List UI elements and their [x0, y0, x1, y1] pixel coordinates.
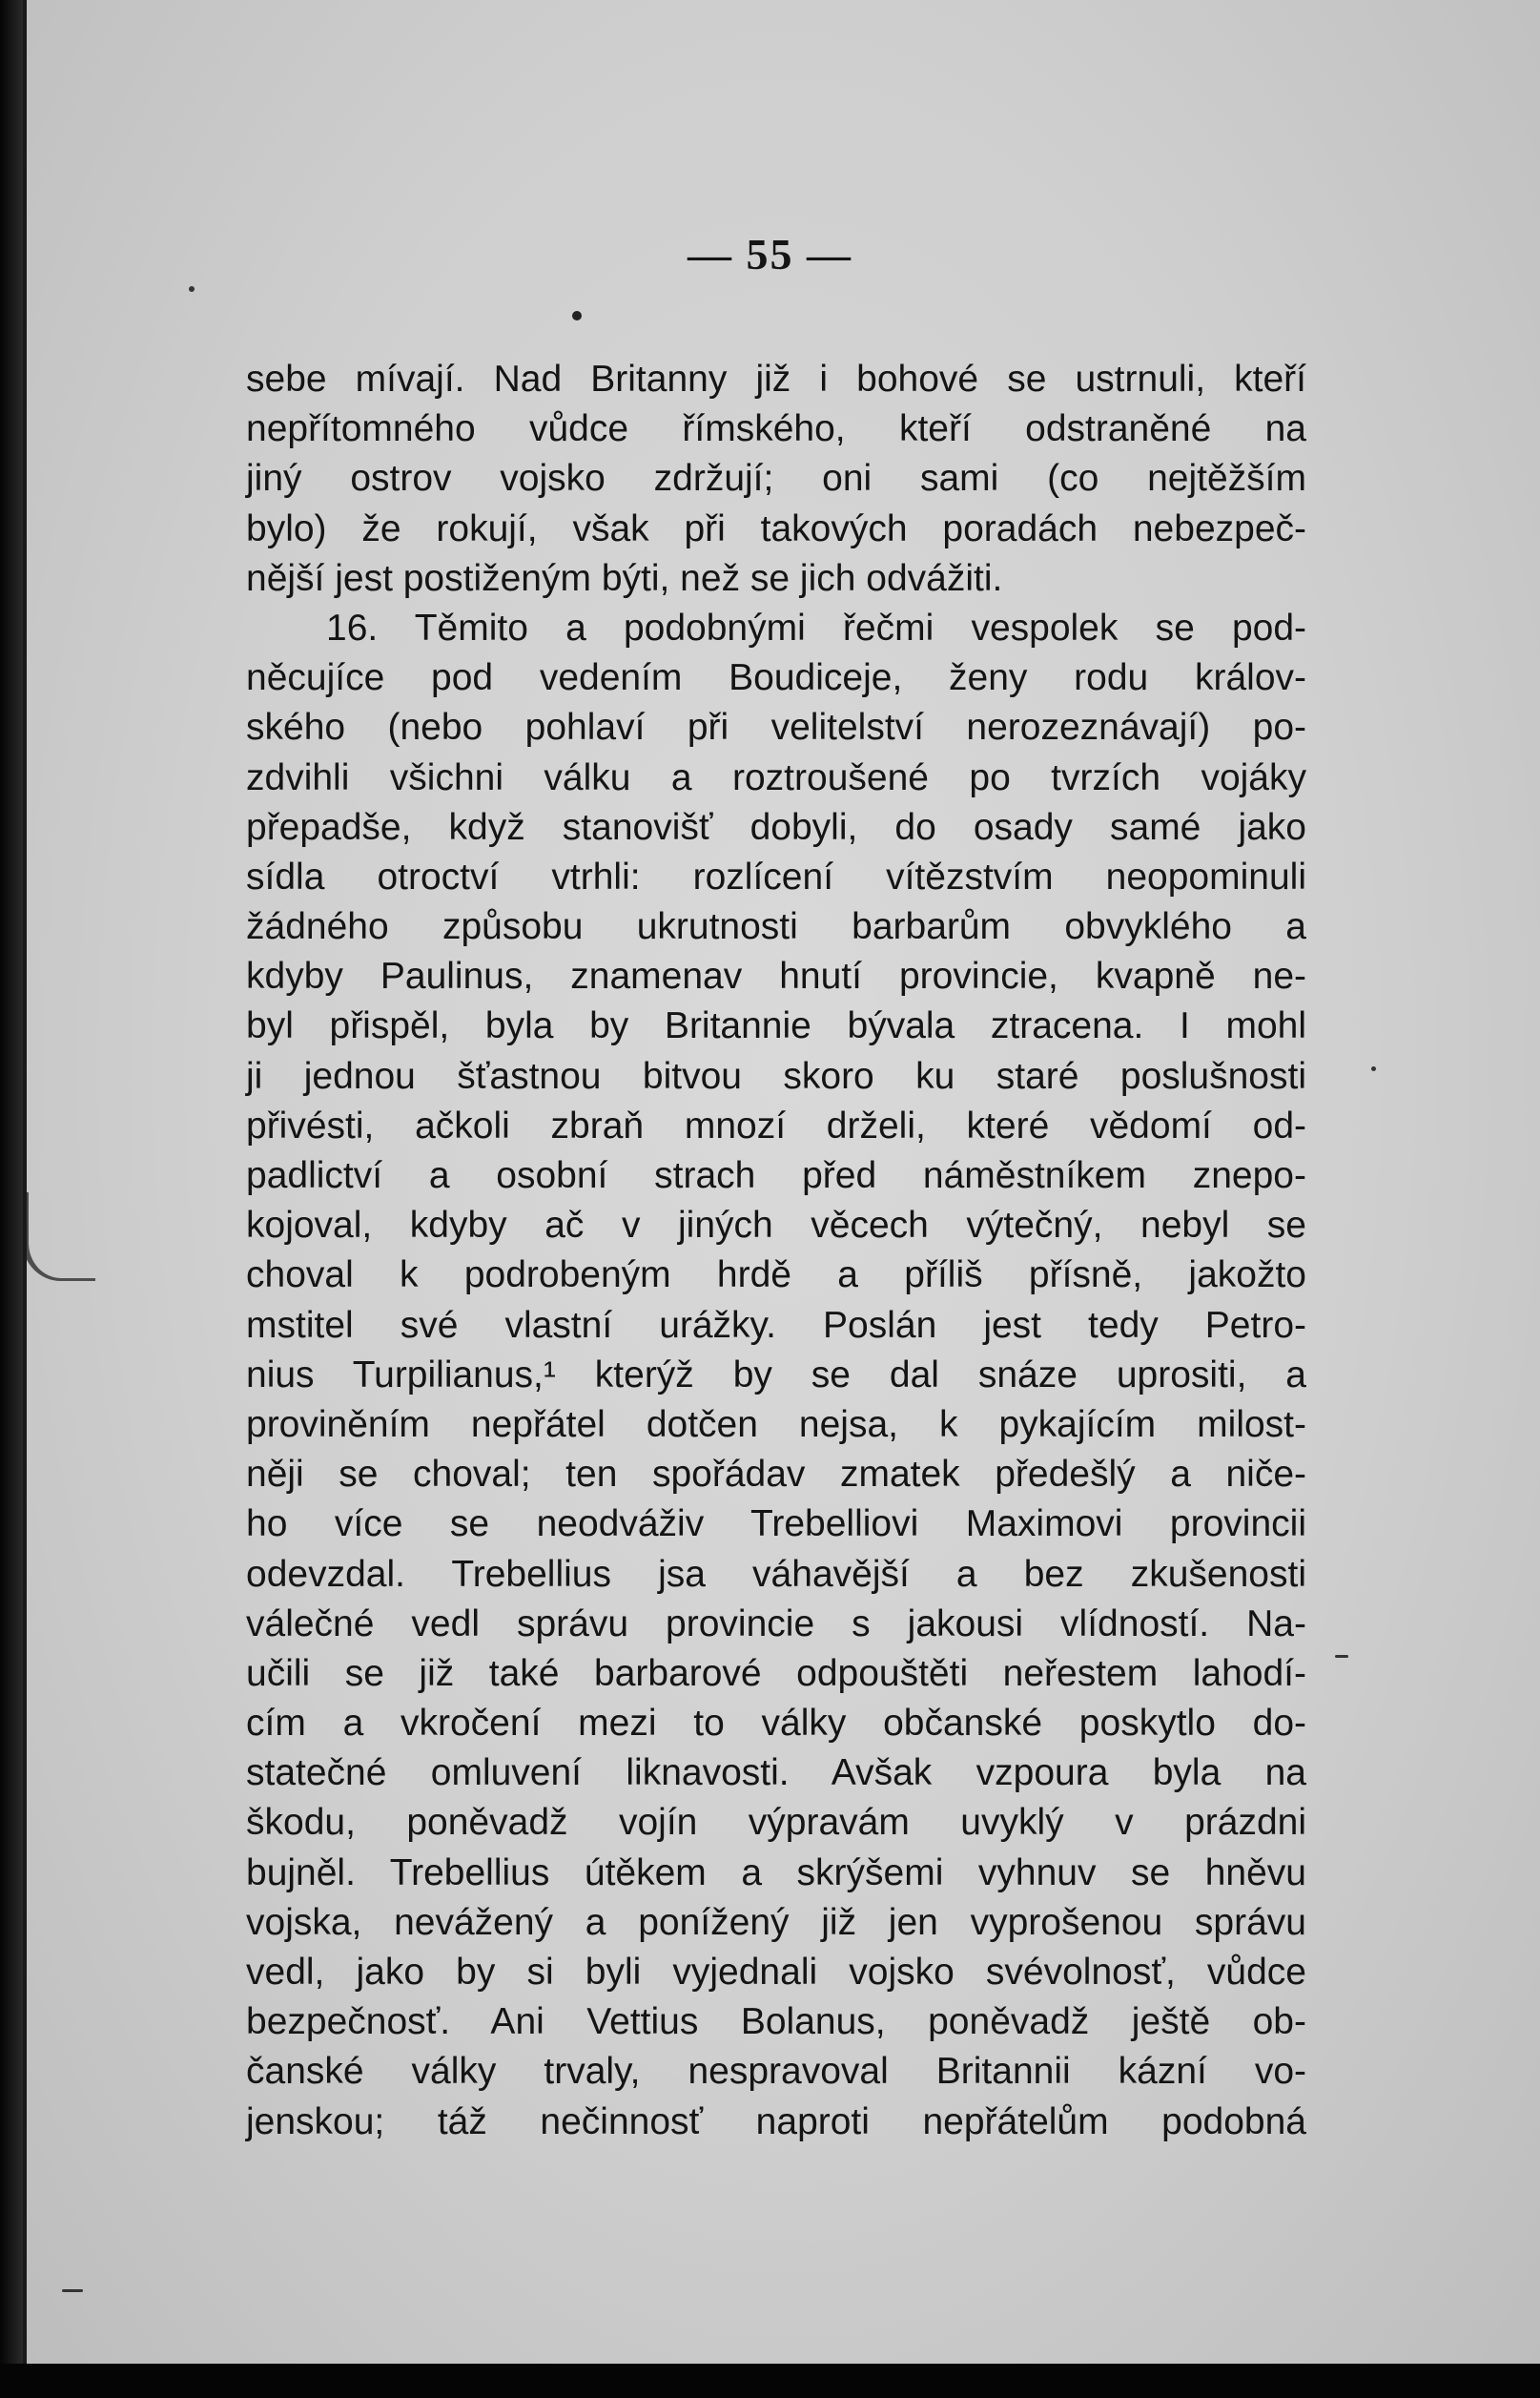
scan-bottom-border — [0, 2364, 1540, 2398]
text-line: mstitel své vlastní urážky. Poslán jest tedy Petro- — [246, 1304, 1306, 1346]
text-line: bylo) že rokují, však při takových poradách nebezpeč- — [246, 507, 1306, 549]
text-line: čanské války trvaly, nespravoval Britannii kázní vo- — [246, 2051, 1306, 2093]
text-line: ho více se neodváživ Trebelliovi Maximovi provincii — [246, 1503, 1306, 1545]
text-line: sídla otroctví vtrhli: rozlícení vítězstvím neopominuli — [246, 856, 1306, 898]
text-line: škodu, poněvadž vojín výpravám uvyklý v prázdni — [246, 1802, 1306, 1844]
text-line: bujněl. Trebellius útěkem a skrýšemi vyhnuv se hněvu — [246, 1851, 1306, 1893]
text-line: byl přispěl, byla by Britannie bývala ztracena. I mohl — [246, 1005, 1306, 1047]
text-line: sebe mívají. Nad Britanny již i bohové se ustrnuli, kteří — [246, 359, 1306, 400]
text-line: ského (nebo pohlaví při velitelství nerozeznávají) po- — [246, 707, 1306, 749]
text-line: proviněním nepřátel dotčen nejsa, k pykajícím milost- — [246, 1403, 1306, 1445]
speck — [189, 286, 195, 292]
ink-dot — [572, 311, 582, 320]
text-line: žádného způsobu ukrutnosti barbarům obvyklého a — [246, 906, 1306, 948]
text-line: jenskou; táž nečinnosť naproti nepřátelům podobná — [246, 2100, 1306, 2142]
text-line: ji jednou šťastnou bitvou skoro ku staré poslušnosti — [246, 1055, 1306, 1097]
text-line: něcujíce pod vedením Boudiceje, ženy rodu králov- — [246, 657, 1306, 699]
text-line: přivésti, ačkoli zbraň mnozí drželi, které vědomí od- — [246, 1105, 1306, 1147]
text-line: kojoval, kdyby ač v jiných věcech výtečný, nebyl se — [246, 1205, 1306, 1247]
text-line: vojska, nevážený a ponížený již jen vyprošenou správu — [246, 1901, 1306, 1943]
speck — [62, 2289, 83, 2292]
text-line: jiný ostrov vojsko zdržují; oni sami (co nejtěžším — [246, 458, 1306, 500]
text-line: zdvihli všichni válku a roztroušené po tvrzích vojáky — [246, 756, 1306, 798]
text-line: choval k podrobeným hrdě a příliš přísně, jakožto — [246, 1254, 1306, 1296]
text-line: něji se choval; ten spořádav zmatek předešlý a niče- — [246, 1454, 1306, 1496]
text-line: přepadše, když stanovišť dobyli, do osady samé jako — [246, 806, 1306, 848]
text-line: nepřítomného vůdce římského, kteří odstraněné na — [246, 408, 1306, 450]
text-line: padlictví a osobní strach před náměstníkem znepo- — [246, 1155, 1306, 1196]
speck — [1335, 1655, 1348, 1658]
body-text — [246, 355, 1306, 2147]
text-line: odevzdal. Trebellius jsa váhavější a bez zkušenosti — [246, 1553, 1306, 1595]
text-line: kdyby Paulinus, znamenav hnutí provincie, kvapně ne- — [246, 956, 1306, 998]
scan-edge-mark — [23, 1192, 95, 1281]
text-line: nější jest postiženým býti, než se jich odvážiti. — [246, 557, 1003, 599]
text-line: válečné vedl správu provincie s jakousi vlídností. Na- — [246, 1602, 1306, 1644]
page-number: — 55 — — [688, 230, 852, 279]
text-line: učili se již také barbarové odpouštěti neřestem lahodí- — [246, 1652, 1306, 1694]
text-line: nius Turpilianus,¹ kterýž by se dal snáze uprositi, a — [246, 1354, 1306, 1395]
text-line: cím a vkročení mezi to války občanské poskytlo do- — [246, 1703, 1306, 1745]
scan-left-border — [0, 0, 23, 2398]
text-line: vedl, jako by si byli vyjednali vojsko svévolnosť, vůdce — [246, 1952, 1306, 1993]
text-line: 16. Těmito a podobnými řečmi vespolek se pod- — [326, 607, 1306, 649]
text-line: statečné omluvení liknavosti. Avšak vzpoura byla na — [246, 1752, 1306, 1794]
speck — [1371, 1066, 1376, 1071]
text-line: bezpečnosť. Ani Vettius Bolanus, poněvadž ještě ob- — [246, 2001, 1306, 2043]
